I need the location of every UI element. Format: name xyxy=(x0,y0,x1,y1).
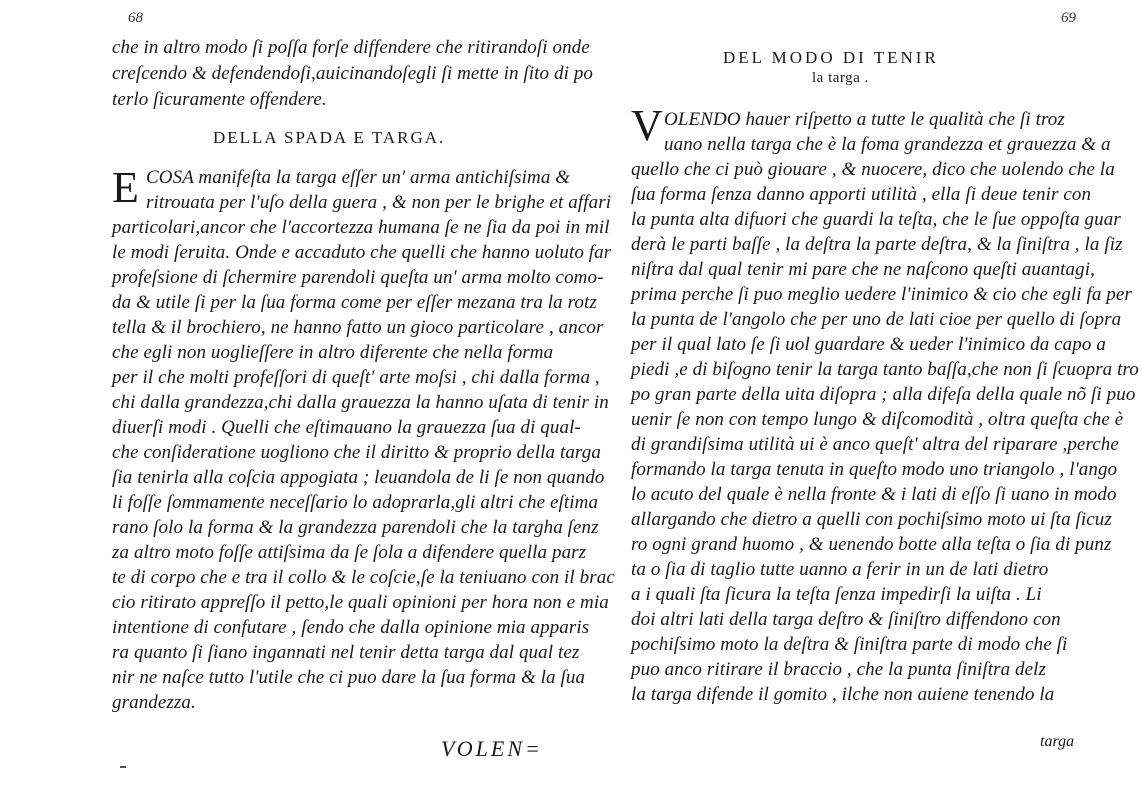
text-line: creſcendo & defendendoſi,auicinandoſegli ſi mette in ſito di po xyxy=(112,63,594,84)
text-line: quello che ci può giouare , & nuocere, dico che uolendo che la xyxy=(631,159,1115,180)
text-line: li foſſe ſommamente neceſſario lo adoprarla,gli altri che eſtima xyxy=(112,492,599,513)
text-line: allargando che dietro a quelli con pochiſsimo moto ui ſta ſicuz xyxy=(631,509,1112,530)
text-line: nir ne naſce tutto l'utile che ci puo dare la ſua forma & la ſua xyxy=(112,667,586,688)
chapter-heading: DELLA SPADA E TARGA. xyxy=(213,128,446,147)
text-line: che egli non uoglieſſere in altro diferente che nella forma xyxy=(112,342,554,363)
text-line: cio ritirato appreſſo il petto,le quali opinioni per hora non e mia xyxy=(112,592,609,613)
catchword: targa xyxy=(1040,733,1075,750)
text-line: diuerſi modi . Quelli che eſtimauano la grauezza ſua di qual- xyxy=(112,417,581,438)
text-line: che in altro modo ſi poſſa forſe diffendere che ritirandoſi onde xyxy=(112,37,590,58)
text-line: uenir ſe non con tempo lungo & diſcomodità , oltra queſta che è xyxy=(631,409,1124,430)
text-line: per il qual lato ſe ſi uol guardare & ueder l'inimico da capo a xyxy=(631,334,1106,355)
chapter-heading: DEL MODO DI TENIR xyxy=(723,48,939,67)
text-line: uano nella targa che è la foma grandezza et grauezza & a xyxy=(664,134,1111,155)
text-line: te di corpo che e tra il collo & le coſcie,ſe la teniuano con il brac xyxy=(112,567,615,588)
text-line: la punta de l'angolo che per uno de lati cioe per quello di ſopra xyxy=(631,309,1122,330)
text-line: niſtra dal qual tenir mi pare che ne naſcono queſti auantagi, xyxy=(631,259,1095,280)
drop-cap: E xyxy=(112,163,139,212)
text-line: ta o ſia di taglio tutte uanno a ferir in un de lati dietro xyxy=(631,559,1049,580)
drop-cap: V xyxy=(631,101,663,150)
text-line: doi altri lati della targa deſtro & ſiniſtro diffendono con xyxy=(631,609,1061,630)
text-line: ra quanto ſi ſiano ingannati nel tenir detta targa dal qual tez xyxy=(112,642,580,663)
catchword: VOLEN= xyxy=(441,736,543,761)
chapter-subheading: la targa . xyxy=(812,70,869,86)
text-line: derà le parti baſſe , la deſtra la parte deſtra, & la ſiniſtra , la ſiz xyxy=(631,234,1123,255)
text-line: chi dalla grandezza,chi dalla grauezza la hanno uſata di tenir in xyxy=(112,392,609,413)
page-number: 68 xyxy=(128,10,143,26)
text-line: piedi ,e di biſogno tenir la targa tanto baſſa,che non ſi ſcuopra tro xyxy=(631,359,1139,380)
text-line: a i quali ſta ſicura la teſta ſenza impedirſi la uiſta . Li xyxy=(631,584,1042,605)
text-line: ritrouata per l'uſo della guera , & non per le brighe et affari xyxy=(146,192,612,213)
text-line: di grandiſsima utilità ui è anco queſt' altra del riparare ,perche xyxy=(631,434,1119,455)
text-line: lo acuto del quale è nella fronte & i lati di eſſo ſi uano in modo xyxy=(631,484,1117,505)
text-line: ſia tenirla alla coſcia appogiata ; leuandola de li ſe non quando xyxy=(112,467,605,488)
text-line: tella & il brochiero, ne hanno fatto un gioco particolare , ancor xyxy=(112,317,604,338)
text-line: la punta alta difuori che guardi la teſta, che le ſue oppoſta guar xyxy=(631,209,1121,230)
page-number: 69 xyxy=(1061,10,1076,26)
text-line: che conſideratione uogliono che il diritto & proprio della targa xyxy=(112,442,601,463)
text-line: pochiſsimo moto la deſtra & ſiniſtra parte di modo che ſi xyxy=(631,634,1068,655)
text-line: puo anco ritirare il braccio , che la punta ſiniſtra delz xyxy=(631,659,1047,680)
text-line: COSA manifeſta la targa eſſer un' arma antichiſsima & xyxy=(146,167,571,188)
text-line: per il che molti profeſſori di queſt' arte moſsi , chi dalla forma , xyxy=(112,367,600,388)
text-line: particolari,ancor che l'accortezza humana ſe ne ſia da poi in mil xyxy=(112,217,610,238)
text-line: prima perche ſi puo meglio uedere l'inimico & cio che egli fa per xyxy=(631,284,1132,305)
text-line: le modi ſeruita. Onde e accaduto che quelli che hanno uoluto far xyxy=(112,242,612,263)
print-mark xyxy=(120,766,126,768)
text-line: rano ſolo la forma & la grandezza parendoli che la targha ſenz xyxy=(112,517,599,538)
text-line: za altro moto foſſe attiſsima da ſe ſola a difendere quella parz xyxy=(112,542,587,563)
text-line: grandezza. xyxy=(112,692,196,713)
text-line: ſua forma ſenza danno apporti utilità , ella ſi deue tenir con xyxy=(631,184,1092,205)
text-line: terlo ſicuramente offendere. xyxy=(112,89,327,110)
text-line: ro ogni grand huomo , & uenendo botte alla teſta o ſia di punz xyxy=(631,534,1112,555)
text-line: da & utile ſi per la ſua forma come per eſſer mezana tra la rotz xyxy=(112,292,597,313)
text-line: profeſsione di ſchermire parendoli queſta un' arma molto como- xyxy=(112,267,604,288)
text-line: OLENDO hauer riſpetto a tutte le qualità che ſi troz xyxy=(664,109,1065,130)
text-line: la targa difende il gomito , ilche non auiene tenendo la xyxy=(631,684,1055,705)
text-line: po gran parte della uita diſopra ; alla difeſa della quale nõ ſi puo xyxy=(631,384,1136,405)
text-line: formando la targa tenuta in queſto modo uno triangolo , l'ango xyxy=(631,459,1118,480)
text-line: intentione di confutare , ſendo che dalla opinione mia apparis xyxy=(112,617,590,638)
